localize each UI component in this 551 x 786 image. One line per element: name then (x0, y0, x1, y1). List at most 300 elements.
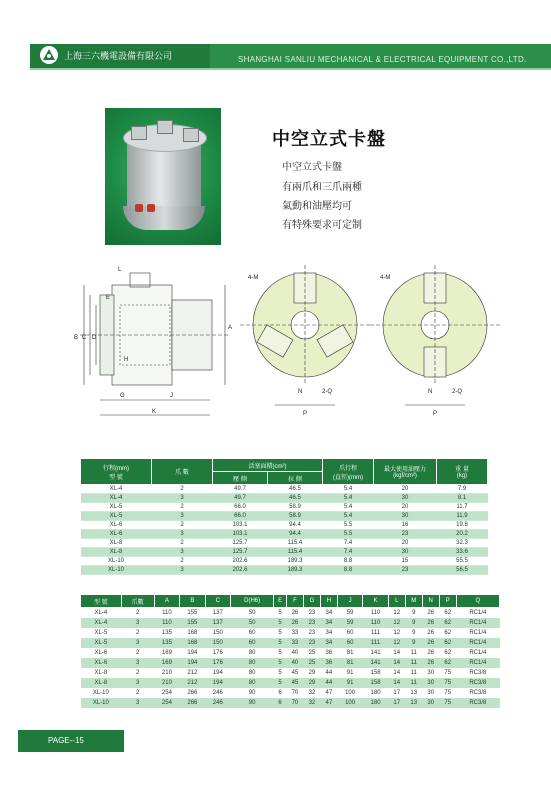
table-cell: 91 (337, 668, 362, 678)
table-row (81, 521, 488, 530)
table-cell: 49.7 (213, 485, 268, 494)
table-cell: 168 (180, 638, 205, 648)
dim-label-a: A (228, 325, 233, 331)
weight-header: 重 量 (455, 467, 469, 473)
table-cell: XL-10 (81, 688, 122, 698)
col-header: E (274, 595, 287, 608)
table-cell: 34 (320, 608, 337, 619)
table-cell: 110 (363, 608, 388, 619)
table-cell: 36 (320, 648, 337, 658)
table-row (81, 688, 500, 698)
table-row (81, 548, 488, 557)
table-cell: 11.9 (437, 512, 488, 521)
table-cell: 141 (363, 648, 388, 658)
table-cell: 2 (121, 648, 154, 658)
jaw-stroke-header: 爪行程 (338, 465, 357, 472)
table-cell: 56.5 (437, 566, 488, 575)
dim-label-k: K (152, 409, 157, 415)
table-cell: 2 (121, 668, 154, 678)
table-cell: 30 (422, 698, 439, 708)
table-row (81, 530, 488, 539)
table-cell: 246 (205, 688, 230, 698)
table-cell: 44 (320, 678, 337, 688)
table-row (81, 539, 488, 548)
table-cell: 8.1 (437, 494, 488, 503)
dim-label-g: G (120, 393, 125, 399)
dim-label-l: L (118, 267, 122, 273)
table-cell: 2 (121, 628, 154, 638)
table-cell: XL-4 (81, 608, 122, 619)
page-header (30, 44, 551, 68)
table-cell: 26 (422, 658, 439, 668)
table-cell: 9 (405, 638, 422, 648)
table-cell: 266 (180, 688, 205, 698)
table-cell: 202.6 (213, 557, 268, 566)
table-cell: 210 (154, 678, 179, 688)
dim-label-j: J (170, 393, 173, 399)
oil-port (135, 204, 143, 212)
table-cell: 46.5 (268, 485, 323, 494)
col-header: A (154, 595, 179, 608)
col-header-jaws: 爪 數 (152, 459, 213, 485)
table-cell: 8.8 (323, 566, 374, 575)
table-cell: 115.4 (268, 539, 323, 548)
table-cell: 20 (374, 503, 437, 512)
table-cell: 32 (303, 688, 320, 698)
table-cell: 5 (274, 618, 287, 628)
dimensions-table (80, 594, 500, 708)
table-cell: 110 (154, 608, 179, 619)
dim-label-h: H (124, 357, 129, 363)
header-right-band (210, 44, 551, 68)
table-cell: 137 (205, 618, 230, 628)
table-cell: 45 (286, 678, 303, 688)
table-cell: 62 (439, 638, 456, 648)
table-cell: 50 (231, 608, 274, 619)
technical-drawing (60, 265, 500, 425)
table-cell: XL-8 (81, 548, 152, 557)
table-cell: 12 (388, 618, 405, 628)
table-cell: 11.7 (437, 503, 488, 512)
table-cell: XL-8 (81, 668, 122, 678)
table-cell: 62 (439, 658, 456, 668)
table-cell: 26 (422, 608, 439, 619)
table-cell: 81 (337, 648, 362, 658)
table-cell: XL-4 (81, 618, 122, 628)
col-header: H (320, 595, 337, 608)
table-cell: XL-5 (81, 638, 122, 648)
table-cell: 3 (152, 566, 213, 575)
table-cell: 3 (152, 530, 213, 539)
table-cell: 141 (363, 658, 388, 668)
table-cell: 11 (405, 658, 422, 668)
table-cell: 62 (439, 608, 456, 619)
col-header: 型 號 (81, 595, 122, 608)
col-header: G (303, 595, 320, 608)
table-cell: 5 (274, 628, 287, 638)
table-cell: RC1/4 (456, 608, 499, 619)
table-cell: 158 (363, 668, 388, 678)
table-cell: XL-8 (81, 539, 152, 548)
table-cell: 30 (374, 494, 437, 503)
table-row (81, 638, 500, 648)
table-row (81, 512, 488, 521)
table-cell: 103.1 (213, 530, 268, 539)
table-cell: 7.9 (437, 485, 488, 494)
table-cell: 8.8 (323, 557, 374, 566)
table-cell: 125.7 (213, 539, 268, 548)
table-cell: 158 (363, 678, 388, 688)
table-cell: 5.5 (323, 521, 374, 530)
dim-label-p-right: P (433, 411, 438, 417)
table-cell: 60 (231, 638, 274, 648)
table-cell: 150 (205, 638, 230, 648)
table-cell: 47 (320, 688, 337, 698)
table-cell: 62 (439, 648, 456, 658)
table-cell: 25 (303, 658, 320, 668)
table-cell: 194 (205, 668, 230, 678)
table-cell: 45 (286, 668, 303, 678)
table-cell: 30 (422, 688, 439, 698)
oil-port (147, 204, 155, 212)
table-cell: 189.3 (268, 557, 323, 566)
col-header-force (374, 459, 437, 485)
dim-label-b: B (74, 335, 79, 341)
table-cell: 135 (154, 638, 179, 648)
table-cell: 55.5 (437, 557, 488, 566)
table-cell: 155 (180, 608, 205, 619)
chuck-jaw (157, 120, 173, 134)
table-cell: RC3/8 (456, 678, 499, 688)
table-cell: 26 (422, 628, 439, 638)
table-cell: 2 (152, 521, 213, 530)
table-cell: 94.4 (268, 521, 323, 530)
table-cell: 155 (180, 618, 205, 628)
table-cell: 23 (303, 628, 320, 638)
table-cell: XL-6 (81, 658, 122, 668)
table-cell: 5 (274, 668, 287, 678)
table-cell: XL-5 (81, 512, 152, 521)
table-cell: 176 (205, 648, 230, 658)
dim-label-q-right: 2-Q (452, 389, 463, 395)
table-cell: 23 (303, 618, 320, 628)
table-cell: XL-6 (81, 648, 122, 658)
table-row (81, 678, 500, 688)
table-row (81, 494, 488, 503)
feature-item: 有特殊要求可定制 (282, 220, 362, 231)
dim-label-p-left: P (303, 411, 308, 417)
table-row (81, 566, 488, 575)
table-cell: 3 (152, 494, 213, 503)
table-cell: 246 (205, 698, 230, 708)
table-cell: XL-6 (81, 521, 152, 530)
dim-label-c: C (82, 335, 87, 341)
table-cell: 3 (121, 678, 154, 688)
table-cell: 20.2 (437, 530, 488, 539)
table-row (81, 503, 488, 512)
table-cell: 212 (180, 678, 205, 688)
feature-item: 氣動和油壓均可 (282, 201, 352, 212)
col-header: K (363, 595, 388, 608)
col-header-weight (437, 459, 488, 485)
table-cell: 40 (286, 658, 303, 668)
table-cell: 40 (286, 648, 303, 658)
table-cell: 30 (422, 678, 439, 688)
dim-label-n-right: N (428, 389, 433, 395)
dim-label-d: D (92, 335, 97, 341)
table-cell: 150 (205, 628, 230, 638)
company-name-cn: 上海三六機電設備有限公司 (64, 52, 173, 62)
table-cell: 5.5 (323, 530, 374, 539)
table-row (81, 557, 488, 566)
page-number: PAGE--15 (48, 736, 84, 745)
table-cell: 5.4 (323, 503, 374, 512)
chuck-jaw (183, 128, 199, 142)
feature-item: 有兩爪和三爪兩種 (282, 182, 362, 193)
table-cell: 7.4 (323, 548, 374, 557)
chuck-jaw (131, 126, 147, 140)
table-cell: 75 (439, 688, 456, 698)
front-view-right (370, 265, 500, 405)
table-cell: 34 (320, 638, 337, 648)
table-cell: 5 (274, 648, 287, 658)
table-cell: 2 (152, 557, 213, 566)
table-cell: RC1/4 (456, 628, 499, 638)
table-cell: 33 (286, 638, 303, 648)
table-cell: 17 (388, 698, 405, 708)
table-cell: XL-5 (81, 503, 152, 512)
dim-label-q-left: 2-Q (322, 389, 333, 395)
table-cell: 29 (303, 668, 320, 678)
table-cell: 3 (121, 658, 154, 668)
col-header: B (180, 595, 205, 608)
table-cell: XL-4 (81, 485, 152, 494)
table-cell: 13 (405, 698, 422, 708)
feature-item: 中空立式卡盤 (282, 162, 342, 173)
table-cell: 11 (405, 668, 422, 678)
table-cell: 15 (374, 557, 437, 566)
table-cell: 80 (231, 648, 274, 658)
table-cell: 59 (337, 608, 362, 619)
table-cell: 2 (152, 503, 213, 512)
jaw-stroke-sub-header: (直徑)(mm) (333, 474, 363, 481)
table-cell: 23 (374, 566, 437, 575)
table-cell: 75 (439, 668, 456, 678)
table-cell: XL-10 (81, 557, 152, 566)
col-header-pull: 拉 側 (268, 472, 323, 485)
side-view (80, 273, 233, 415)
col-header: C (205, 595, 230, 608)
table-cell: 3 (121, 698, 154, 708)
table-cell: 12 (388, 628, 405, 638)
table-cell: XL-4 (81, 494, 152, 503)
table-row (81, 618, 500, 628)
table-cell: 5.4 (323, 512, 374, 521)
table-cell: 194 (205, 678, 230, 688)
table-cell: 5 (274, 658, 287, 668)
front-view-left (240, 265, 370, 405)
table-row (81, 658, 500, 668)
table-cell: 180 (363, 688, 388, 698)
specs-table (80, 458, 488, 575)
col-header: 爪數 (121, 595, 154, 608)
force-sub-header: (kgf/cm²) (393, 473, 417, 479)
dim-label-m-left: 4-M (248, 275, 259, 281)
table-cell: 25 (303, 648, 320, 658)
col-header-model (81, 459, 152, 485)
table-cell: 66.0 (213, 503, 268, 512)
table-cell: 5 (274, 678, 287, 688)
table-cell: 29 (303, 678, 320, 688)
table-cell: 13 (405, 688, 422, 698)
table-cell: 46.5 (268, 494, 323, 503)
table-cell: 70 (286, 688, 303, 698)
table-cell: XL-5 (81, 628, 122, 638)
table-cell: RC1/4 (456, 658, 499, 668)
table-cell: 14 (388, 668, 405, 678)
table-cell: 90 (231, 688, 274, 698)
table-cell: 23 (374, 530, 437, 539)
dim-label-m-right: 4-M (380, 275, 391, 281)
table-cell: 81 (337, 658, 362, 668)
weight-sub-header: (kg) (456, 473, 468, 479)
table-cell: 5.4 (323, 494, 374, 503)
table-cell: 11 (405, 678, 422, 688)
table-cell: XL-6 (81, 530, 152, 539)
table-cell: 49.7 (213, 494, 268, 503)
table-cell: 2 (152, 485, 213, 494)
table-cell: 80 (231, 658, 274, 668)
table-cell: 47 (320, 698, 337, 708)
table-cell: 115.4 (268, 548, 323, 557)
table-cell: 32.3 (437, 539, 488, 548)
table-cell: 36 (320, 658, 337, 668)
table-cell: 33 (286, 628, 303, 638)
table-cell: 202.6 (213, 566, 268, 575)
table-cell: 59 (337, 618, 362, 628)
table-cell: 94.4 (268, 530, 323, 539)
table-cell: XL-10 (81, 698, 122, 708)
table-row (81, 628, 500, 638)
table-cell: 5.4 (323, 485, 374, 494)
col-header: Q (456, 595, 499, 608)
table-cell: 194 (180, 648, 205, 658)
table-row (81, 608, 500, 619)
table-cell: 26 (286, 608, 303, 619)
table-cell: 176 (205, 658, 230, 668)
table-cell: 210 (154, 668, 179, 678)
table-cell: 30 (374, 512, 437, 521)
table-cell: 135 (154, 628, 179, 638)
table-cell: 75 (439, 698, 456, 708)
table-cell: 14 (388, 678, 405, 688)
table-cell: 3 (152, 548, 213, 557)
table-cell: 6 (274, 688, 287, 698)
stroke-header: 行程(mm) (103, 465, 129, 472)
table-cell: 254 (154, 688, 179, 698)
col-header: J (337, 595, 362, 608)
header-left-band (30, 44, 210, 68)
table-cell: 26 (422, 618, 439, 628)
table-cell: 3 (121, 618, 154, 628)
table-cell: 169 (154, 658, 179, 668)
company-name-en: SHANGHAI SANLIU MECHANICAL & ELECTRICAL EQUIPMENT CO.,LTD. (238, 55, 527, 64)
page-footer (18, 730, 124, 752)
table-cell: 60 (337, 628, 362, 638)
table-cell: 80 (231, 668, 274, 678)
table-cell: 7.4 (323, 539, 374, 548)
col-header-push: 壓 側 (213, 472, 268, 485)
table-cell: 90 (231, 698, 274, 708)
dim-label-n-left: N (298, 389, 303, 395)
col-header: M (405, 595, 422, 608)
table-cell: 3 (152, 512, 213, 521)
table-cell: 30 (422, 668, 439, 678)
table-cell: 19.8 (437, 521, 488, 530)
table-cell: 16 (374, 521, 437, 530)
table-cell: 189.3 (268, 566, 323, 575)
table-cell: 75 (439, 678, 456, 688)
table-cell: 26 (422, 638, 439, 648)
col-header-piston-area: 活塞面積(cm²) (213, 459, 323, 472)
table-cell: 60 (231, 628, 274, 638)
table-cell: 70 (286, 698, 303, 708)
table-cell: 111 (363, 628, 388, 638)
table-cell: 194 (180, 658, 205, 668)
table-cell: RC3/8 (456, 688, 499, 698)
col-header: F (286, 595, 303, 608)
table-cell: 254 (154, 698, 179, 708)
table-cell: 125.7 (213, 548, 268, 557)
table-cell: XL-10 (81, 566, 152, 575)
force-header: 最大使用油壓力 (383, 467, 426, 473)
table-cell: 20 (374, 485, 437, 494)
table-cell: 20 (374, 539, 437, 548)
dim-label-e: E (106, 295, 111, 301)
table-cell: 62 (439, 618, 456, 628)
table-cell: RC1/4 (456, 648, 499, 658)
table-cell: 2 (121, 608, 154, 619)
table-cell: 111 (363, 638, 388, 648)
col-header: N (422, 595, 439, 608)
table-cell: 23 (303, 608, 320, 619)
table-cell: 212 (180, 668, 205, 678)
table-cell: 26 (286, 618, 303, 628)
table-cell: 58.9 (268, 503, 323, 512)
table-cell: 17 (388, 688, 405, 698)
product-title: 中空立式卡盤 (272, 129, 386, 150)
table-cell: 9 (405, 618, 422, 628)
table-cell: RC3/8 (456, 668, 499, 678)
table-cell: RC3/8 (456, 698, 499, 708)
table-cell: 5 (274, 608, 287, 619)
table-cell: 100 (337, 698, 362, 708)
col-header: P (439, 595, 456, 608)
header-rule (30, 68, 551, 70)
col-header: L (388, 595, 405, 608)
table-cell: 266 (180, 698, 205, 708)
table-cell: 26 (422, 648, 439, 658)
table-cell: 11 (405, 648, 422, 658)
table-cell: 137 (205, 608, 230, 619)
table-cell: 14 (388, 648, 405, 658)
company-logo-icon (40, 46, 58, 64)
table-cell: 2 (121, 688, 154, 698)
table-cell: 23 (303, 638, 320, 648)
table-cell: 44 (320, 668, 337, 678)
table-cell: 169 (154, 648, 179, 658)
col-header: D(H6) (231, 595, 274, 608)
